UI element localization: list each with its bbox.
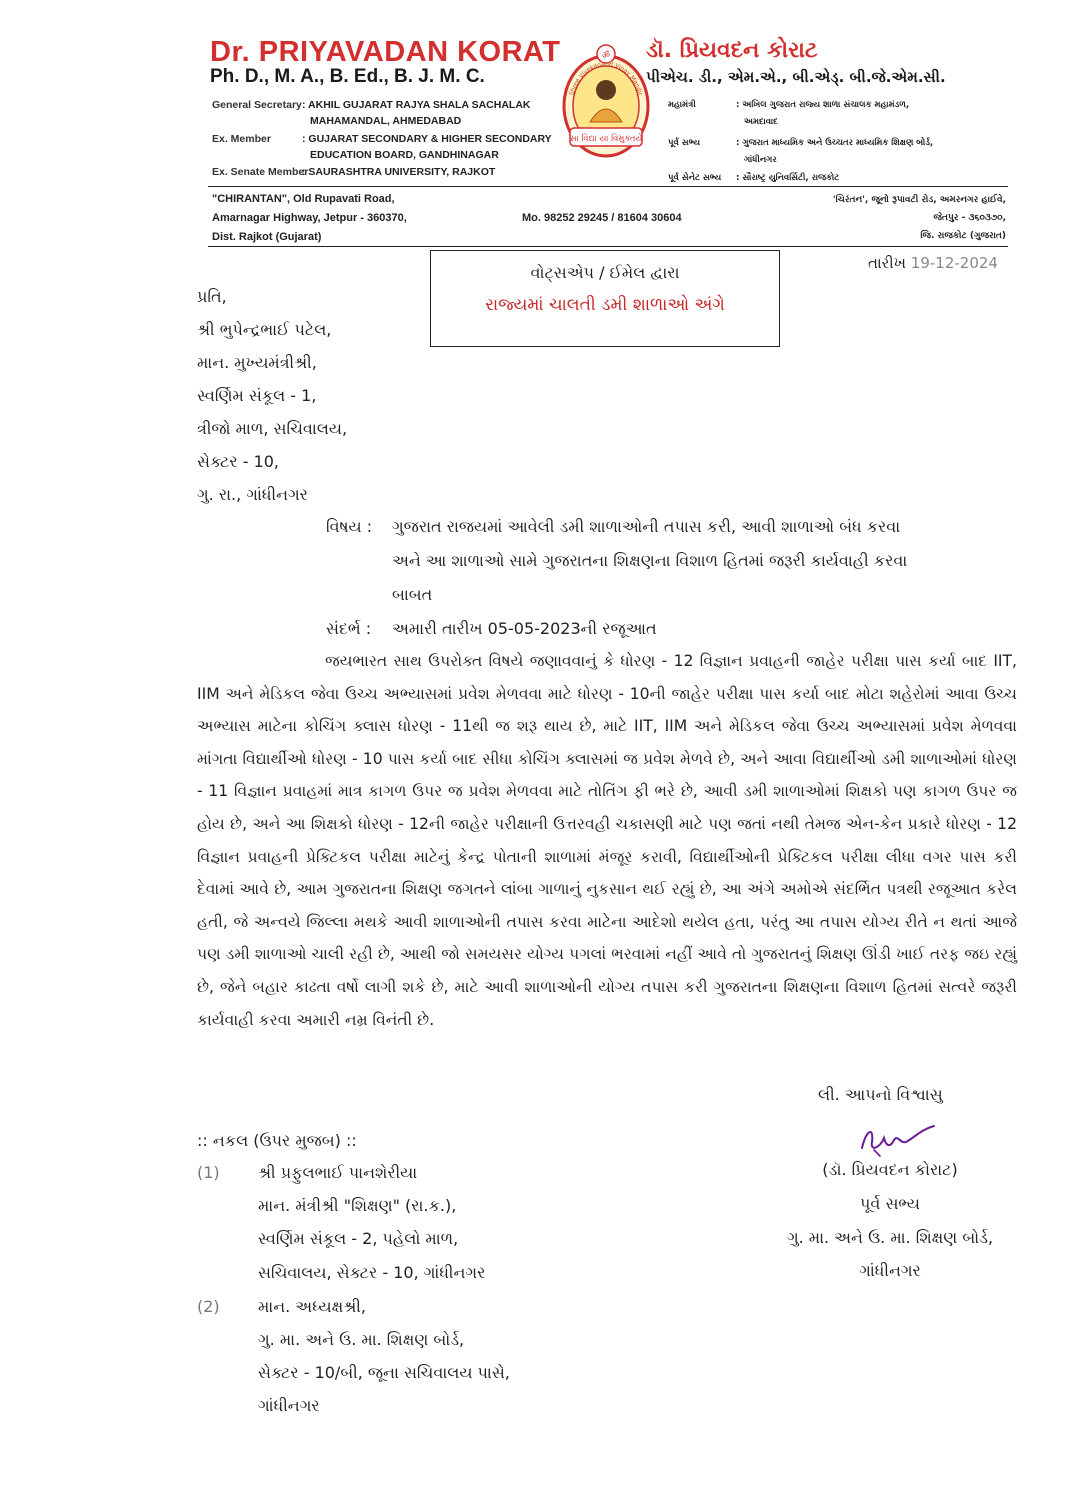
recipient-line: સ્વર્ણિમ સંકૂલ - 1, [197,386,317,405]
address-en-line: "CHIRANTAN", Old Rupavati Road, [212,193,395,205]
copy-item-line: સ્વર્ણિમ સંકૂલ - 2, પહેલો માળ, [258,1229,459,1248]
mode-box [430,250,780,347]
letter-body: જયભારત સાથ ઉપરોક્ત વિષયે જણાવવાનું કે ધોરણ - 12 વિજ્ઞાન પ્રવાહની જાહેર પરીક્ષા પાસ કર્યા બાદ IIT, IIM અને મેડિકલ જેવા ઉચ્ચ અભ્યાસમાં પ્રવેશ મેળવવા માટે ધોરણ - 10ની જાહેર પરીક્ષા પાસ કર્યા બાદ મોટા શહેરોમાં આવા ઉચ્ચ અભ્યાસ માટેના કોચિંગ ક્લાસ ધોરણ - 11થી જ શરૂ થાય છે, માટે IIT, IIM અને મેડિકલ જેવા ઉચ્ચ અભ્યાસમાં પ્રવેશ મેળવવા માંગતા વિદ્યાર્થીઓ ધોરણ - 10 પાસ કર્યા બાદ સીધા કોચિંગ ક્લાસમાં જ પ્રવેશ મેળવે છે, અને આવા વિદ્યાર્થીઓ ડમી શાળાઓમાં ધોરણ - 11 વિજ્ઞાન પ્રવાહમાં માત્ર કાગળ ઉપર જ પ્રવેશ મેળવવા માટે તોતિંગ ફી ભરે છે, આવી ડમી શાળાઓમાં શિક્ષકો પણ કાગળ ઉપર જ હોય છે, અને આ શિક્ષકો ધોરણ - 12ની જાહેર પરીક્ષાની ઉત્તરવહી ચકાસણી માટે પણ જતાં નથી તેમજ એન-કેન પ્રકારે ધોરણ - 12 વિજ્ઞાન પ્રવાહની પ્રેક્ટિકલ પરીક્ષા માટેનું કેન્દ્ર પોતાની શાળામાં મંજૂર કરાવી, વિદ્યાર્થીઓની પ્રેક્ટિકલ પરીક્ષા લીધા વગર પાસ કરી દેવામાં આવે છે, આમ ગુજરાતના શિક્ષણ જગતને લાંબા ગાળાનું નુકસાન થઈ રહ્યું છે, આ અંગે અમોએ સંદર્ભિત પત્રથી રજૂઆત કરેલ હતી, જે અન્વયે જિલ્લા મથકે આવી શાળાઓની તપાસ કરવા માટેના આદેશો થયેલ હતા, પરંતુ આ તપાસ યોગ્ય રીતે ન થતાં આજે પણ ડમી શાળાઓ ચાલી રહી છે, આથી જો સમયસર યોગ્ય પગલાં ભરવામાં નહીં આવે તો ગુજરાતનું શિક્ષણ ઊંડી ખાઈ તરફ જઇ રહ્યું છે, જેને બહાર કાઢતા વર્ષો લાગી શકે છે, માટે આવી શાળાઓની યોગ્ય તપાસ કરી ગુજરાતના શિક્ષણના વિશાળ હિતમાં સત્વરે જરૂરી કાર્યવાહી કરવા અમારી નમ્ર વિનંતી છે. [197,652,1017,1029]
svg-text:ॐ: ॐ [601,51,611,61]
address-gu-line: જિ. રાજકોટ (ગુજરાત) [920,231,1006,241]
copy-item-number: (1) [197,1163,220,1182]
date-value: 19-12-2024 [910,254,998,272]
signatory-title: પૂર્વ સભ્ય [860,1194,920,1213]
signatory-name: (ડૉ. પ્રિયવદન કોરાટ) [822,1160,958,1179]
post-value-line: : AKHIL GUJARAT RAJYA SHALA SACHALAK [302,99,531,111]
address-en-line: Amarnagar Highway, Jetpur - 360370, [212,212,407,224]
copy-item-line: માન. અધ્યક્ષશ્રી, [258,1297,366,1316]
letterhead-name-gu: ડૉ. પ્રિયવદન કોરાટ [646,38,818,63]
address-gu-line: 'ચિરંતન', જૂનો રૂપાવટી રોડ, અમરનગર હાઈવે, [832,195,1006,205]
subject-label: વિષય : [326,517,373,536]
post-value-line: : SAURASHTRA UNIVERSITY, RAJKOT [302,166,496,178]
post-value-gu: : અખિલ ગુજરાત રાજ્ય શાળા સંચાલક મહામંડળ, [736,100,910,110]
recipient-line: ગુ. રા., ગાંધીનગર [197,485,308,504]
post-value-gu: : ગુજરાત માધ્યમિક અને ઉચ્ચતર માધ્યમિક શિક્ષણ બોર્ડ, [736,138,934,148]
post-label-ex-member: Ex. Member [212,133,271,145]
address-divider [208,246,1008,247]
reference-label: સંદર્ભ : [326,619,372,638]
svg-text:Shree Vivekanand Vinay Mandir: Shree Vivekanand Vinay Mandir [568,60,644,97]
post-label-general-secretary: General Secretary [212,99,302,111]
recipient-line: પ્રતિ, [197,287,227,306]
subject-line: ગુજરાત રાજયમાં આવેલી ડમી શાળાઓની તપાસ કરી, આવી શાળાઓ બંધ કરવા [392,517,901,536]
address-gu-line: જેતપુર - ૩૬૦૩૭૦, [933,213,1006,223]
post-value-gu: ગાંધીનગર [744,155,777,165]
recipient-line: શ્રી ભુપેન્દ્રભાઈ પટેલ, [197,320,332,339]
signatory-city: ગાંધીનગર [859,1261,921,1280]
copy-item-line: સેક્ટર - 10/બી, જૂના સચિવાલય પાસે, [258,1363,510,1382]
post-value-line: MAHAMANDAL, AHMEDABAD [310,115,462,127]
subject-line: અને આ શાળાઓ સામે ગુજરાતના શિક્ષણના વિશાળ હિતમાં જરૂરી કાર્યવાહી કરવા [392,551,908,570]
copy-item-line: સચિવાલય, સેક્ટર - 10, ગાંધીનગર [258,1263,486,1282]
post-value-line: : GUJARAT SECONDARY & HIGHER SECONDARY [302,133,552,145]
vivekanand-seal-icon [556,40,656,164]
post-label-gu: પૂર્વ સભ્ય [668,138,701,148]
post-value-gu: અમદાવાદ [744,117,778,127]
closing: લી. આપનો વિશ્વાસુ [818,1085,943,1104]
mode-box-topic: રાજ્યમાં ચાલતી ડમી શાળાઓ અંગે [485,295,725,315]
svg-text:સા વિદ્યા યા વિમુક્તયે: સા વિદ્યા યા વિમુક્તયે [569,134,643,144]
letterhead-degrees-gu: પીએચ. ડી., એમ.એ., બી.એડ્. બી.જે.એમ.સી. [646,68,946,86]
recipient-line: માન. મુખ્યમંત્રીશ્રી, [197,353,317,372]
letter-date [868,254,998,272]
letterhead-name-en: Dr. PRIYAVADAN KORAT [210,36,561,68]
signatory-board: ગુ. મા. અને ઉ. મા. શિક્ષણ બોર્ડ, [786,1228,994,1247]
mobile-numbers: Mo. 98252 29245 / 81604 30604 [522,212,682,224]
letterhead-degrees-en: Ph. D., M. A., B. Ed., B. J. M. C. [210,66,485,87]
copy-item-line: માન. મંત્રીશ્રી "શિક્ષણ" (રા.ક.), [258,1196,457,1215]
handwritten-signature-icon [856,1118,940,1160]
mode-box-channel: વોટ્સએપ / ઈમેલ દ્વારા [530,263,680,282]
recipient-line: સેક્ટર - 10, [197,452,280,471]
copy-item-line: ગાંધીનગર [258,1396,320,1415]
copy-item-number: (2) [197,1297,220,1316]
recipient-line: ત્રીજો માળ, સચિવાલય, [197,419,348,438]
address-en-line: Dist. Rajkot (Gujarat) [212,231,322,243]
date-label: તારીખ [868,254,906,272]
reference-text: અમારી તારીખ 05-05-2023ની રજૂઆત [392,619,657,638]
post-label-ex-senate-member: Ex. Senate Member [212,166,309,178]
post-label-gu: પૂર્વ સેનેટ સભ્ય [668,173,722,183]
copy-item-line: શ્રી પ્રફુલભાઈ પાનશેરીયા [258,1163,418,1182]
post-value-gu: : સૌરાષ્ટ્ર યુનિવર્સિટી, રાજકોટ [736,173,840,183]
post-value-line: EDUCATION BOARD, GANDHINAGAR [310,149,499,161]
post-label-gu: મહામંત્રી [668,100,696,110]
subject-line: બાબત [392,585,433,604]
copy-to-heading: :: નકલ (ઉપર મુજબ) :: [197,1131,357,1150]
letterhead-divider [208,186,1008,187]
copy-item-line: ગુ. મા. અને ઉ. મા. શિક્ષણ બોર્ડ, [258,1330,465,1349]
